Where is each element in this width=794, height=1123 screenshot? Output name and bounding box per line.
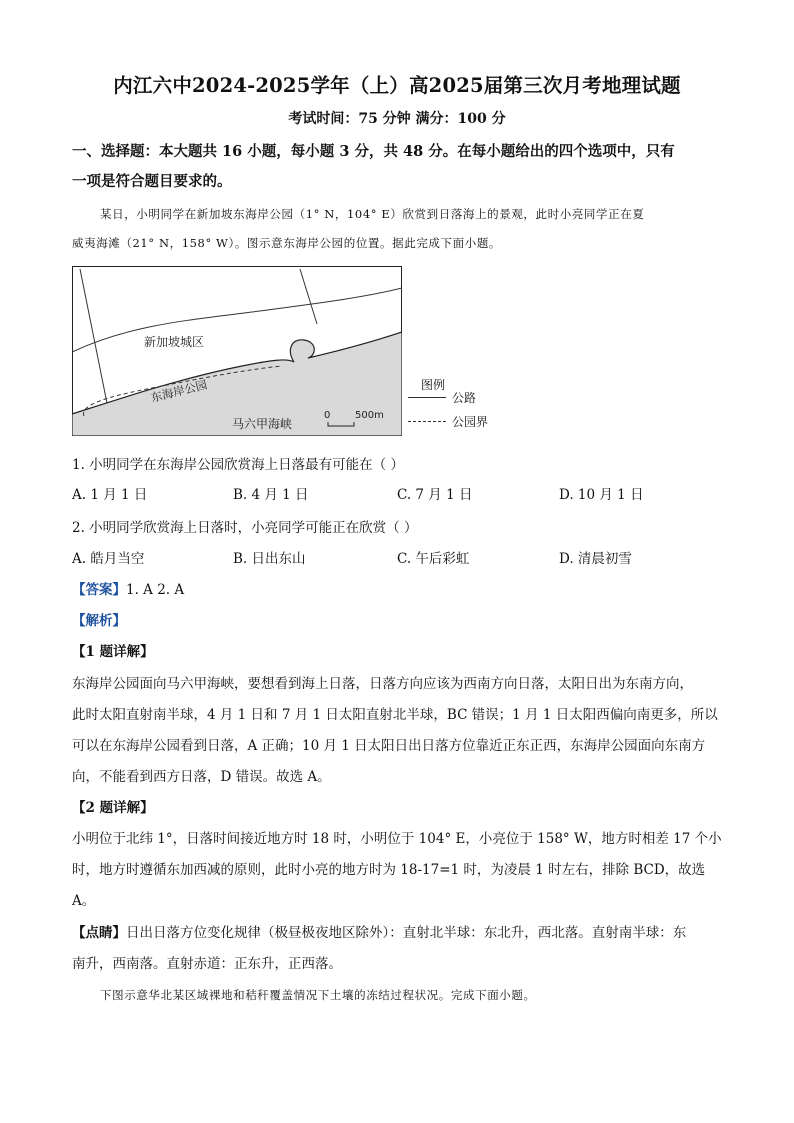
- question-1-stem: 1. 小明同学在东海岸公园欣赏海上日落最有可能在（ ）: [72, 457, 404, 473]
- analysis-tag: 【解析】: [72, 613, 126, 629]
- answer-text: 1. A 2. A: [126, 582, 185, 598]
- detail-1-line: 可以在东海岸公园看到日落，A 正确；10 月 1 日太阳日出日落方位靠近正东正西，东海岸公园面向东南方: [72, 738, 706, 754]
- tip-tag: 【点睛】: [72, 925, 126, 941]
- page-title: 内江六中2024-2025学年（上）高2025届第三次月考地理试题: [113, 74, 681, 97]
- legend-title: 图例: [421, 378, 446, 392]
- section-heading-line2: 一项是符合题目要求的。: [72, 173, 232, 190]
- q1-option-d[interactable]: D. 10 月 1 日: [559, 487, 644, 503]
- detail-2-line: A。: [72, 893, 96, 909]
- answer-line: [72, 578, 184, 598]
- detail-1-line: 此时太阳直射南半球，4 月 1 日和 7 月 1 日太阳直射北半球，BC 错误；1 月 1 日太阳西偏向南更多，所以: [72, 707, 718, 723]
- tip-line2: 南升，西南落。直射赤道：正东升，正西落。: [72, 956, 342, 972]
- detail-2-line: 小明位于北纬 1°，日落时间接近地方时 18 时，小明位于 104° E，小亮位于 158° W，地方时相差 17 个小: [72, 831, 722, 847]
- question-2-stem: 2. 小明同学欣赏海上日落时，小亮同学可能正在欣赏（ ）: [72, 520, 418, 536]
- q2-option-d[interactable]: D. 清晨初雪: [559, 551, 632, 567]
- intro-line1: 某日，小明同学在新加坡东海岸公园（1° N，104° E）欣赏到日落海上的景观，此时小亮同学正在夏: [100, 207, 645, 221]
- q1-option-b[interactable]: B. 4 月 1 日: [233, 487, 309, 503]
- next-intro: 下图示意华北某区域裸地和秸秆覆盖情况下土壤的冻结过程状况。完成下面小题。: [100, 988, 536, 1002]
- q2-option-a[interactable]: A. 皓月当空: [72, 551, 145, 567]
- park-label: 东海岸公园: [149, 377, 209, 405]
- answer-tag: 【答案】: [72, 582, 126, 598]
- section-heading-line1: 一、选择题：本大题共 16 小题，每小题 3 分，共 48 分。在每小题给出的四个选项中，只有: [72, 143, 675, 160]
- scale-zero: 0: [324, 410, 331, 421]
- tip-line1: [72, 921, 686, 941]
- q2-option-b[interactable]: B. 日出东山: [233, 551, 306, 567]
- detail-1-line: 向，不能看到西方日落，D 错误。故选 A。: [72, 769, 331, 785]
- legend-road-label: 公路: [452, 391, 477, 405]
- legend-park-symbol: [408, 421, 446, 422]
- detail-2-tag: 【2 题详解】: [72, 800, 154, 816]
- detail-2-line: 时，地方时遵循东加西减的原则，此时小亮的地方时为 18-17=1 时，为凌晨 1 时左右，排除 BCD，故选: [72, 862, 706, 878]
- q2-option-c[interactable]: C. 午后彩虹: [397, 551, 470, 567]
- legend-park-label: 公园界: [452, 415, 489, 429]
- exam-info: 考试时间：75 分钟 满分：100 分: [288, 111, 506, 127]
- detail-1-tag: 【1 题详解】: [72, 644, 154, 660]
- legend-road-symbol: [408, 397, 446, 398]
- scale-distance: 500m: [355, 410, 384, 421]
- q1-option-c[interactable]: C. 7 月 1 日: [397, 487, 473, 503]
- intro-line2: 威夷海滩（21° N，158° W）。图示意东海岸公园的位置。据此完成下面小题。: [72, 236, 502, 250]
- tip-text: 日出日落方位变化规律（极昼极夜地区除外）：直射北半球：东北升，西北落。直射南半球：东: [126, 925, 687, 941]
- city-label: 新加坡城区: [144, 335, 205, 349]
- q1-option-a[interactable]: A. 1 月 1 日: [72, 487, 148, 503]
- map-figure: [72, 266, 402, 436]
- sea-label: 马六甲海峡: [232, 417, 293, 431]
- detail-1-line: 东海岸公园面向马六甲海峡，要想看到海上日落，日落方向应该为西南方向日落，太阳日出为东南方向，: [72, 676, 693, 692]
